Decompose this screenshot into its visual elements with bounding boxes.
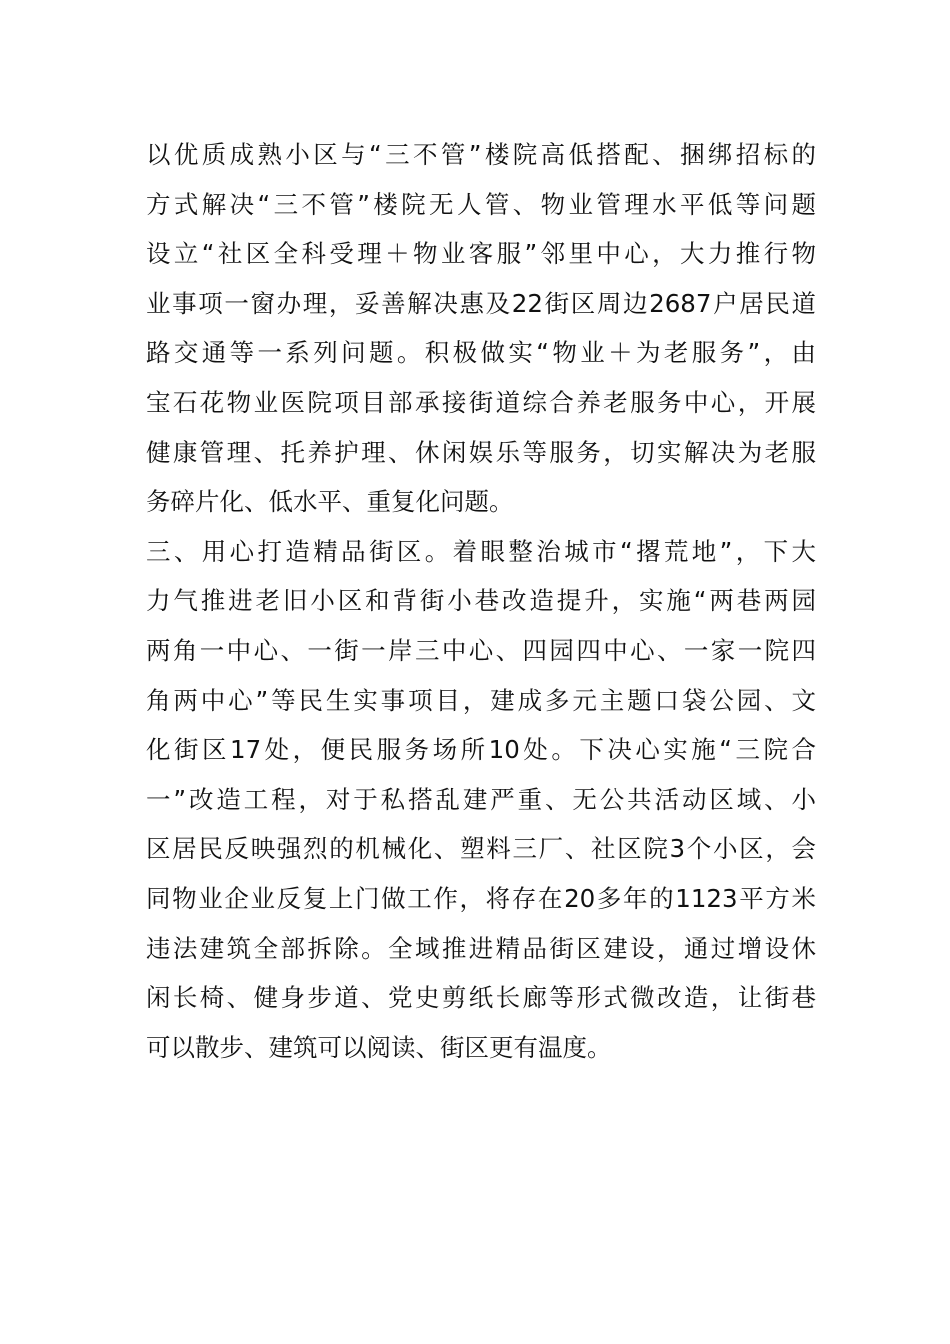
text-line: 化街区17处，便民服务场所10处。下决心实施“三院合 — [146, 735, 816, 765]
text-line: 力气推进老旧小区和背街小巷改造提升，实施“两巷两园 — [146, 586, 816, 616]
text-line: 区居民反映强烈的机械化、塑料三厂、社区院3个小区，会 — [146, 834, 816, 864]
body-text — [146, 130, 816, 1072]
text-line: 宝石花物业医院项目部承接街道综合养老服务中心，开展 — [146, 387, 816, 417]
text-line: 业事项一窗办理，妥善解决惠及22街区周边2687户居民道 — [146, 288, 816, 318]
text-line: 违法建筑全部拆除。全域推进精品街区建设，通过增设休 — [146, 933, 816, 963]
text-line: 以优质成熟小区与“三不管”楼院高低搭配、捆绑招标的 — [146, 140, 816, 169]
text-line: 务碎片化、低水平、重复化问题。 — [146, 487, 514, 517]
text-line: 闲长椅、健身步道、党史剪纸长廊等形式微改造，让街巷 — [146, 983, 816, 1013]
text-line: 一”改造工程，对于私搭乱建严重、无公共活动区域、小 — [146, 784, 816, 814]
text-line: 健康管理、托养护理、休闲娱乐等服务，切实解决为老服 — [146, 437, 816, 467]
text-line: 角两中心”等民生实事项目，建成多元主题口袋公园、文 — [146, 685, 816, 715]
text-line: 设立“社区全科受理＋物业客服”邻里中心，大力推行物 — [146, 239, 816, 269]
text-line: 路交通等一系列问题。积极做实“物业＋为老服务”，由 — [146, 338, 816, 368]
text-line: 三、用心打造精品街区。着眼整治城市“撂荒地”，下大 — [146, 536, 816, 566]
text-line: 同物业企业反复上门做工作，将存在20多年的1123平方米 — [146, 883, 816, 913]
text-line: 方式解决“三不管”楼院无人管、物业管理水平低等问题 — [146, 189, 816, 219]
text-line: 可以散步、建筑可以阅读、街区更有温度。 — [146, 1032, 612, 1062]
text-line: 两角一中心、一街一岸三中心、四园四中心、一家一院四 — [146, 635, 816, 665]
